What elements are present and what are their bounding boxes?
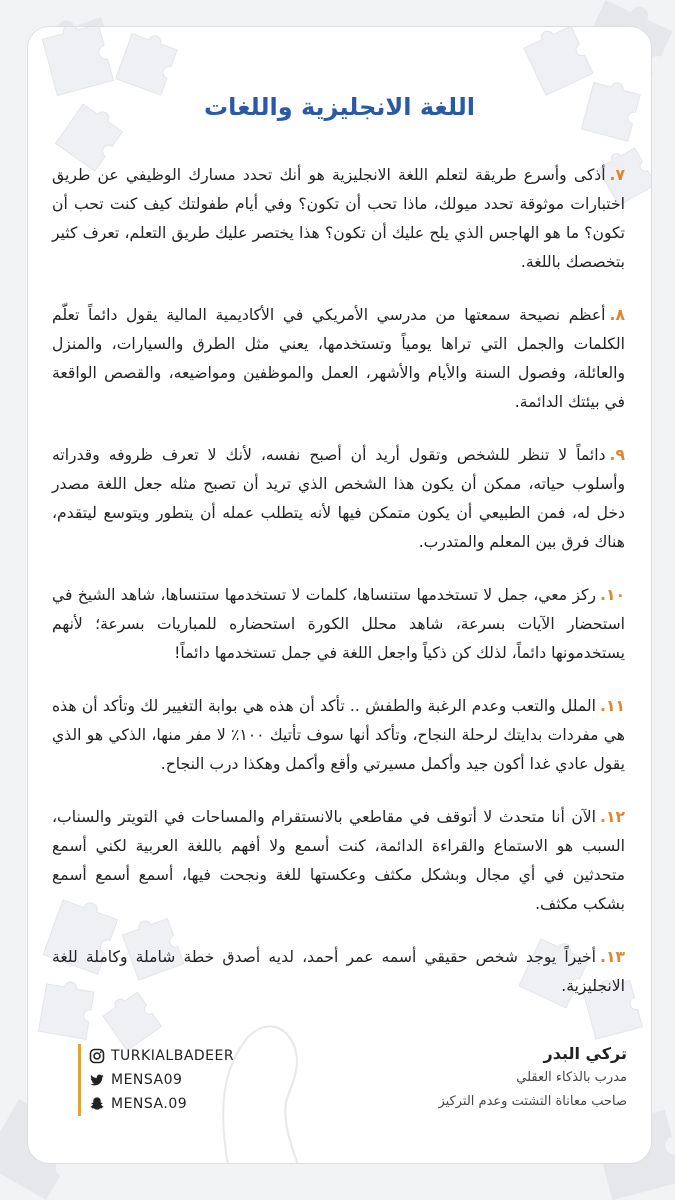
list-item (52, 441, 625, 557)
list-item (52, 803, 625, 919)
page-title: اللغة الانجليزية واللغات (204, 93, 475, 121)
content-card (27, 26, 652, 1164)
instagram-icon (89, 1048, 105, 1064)
social-link-instagram[interactable] (89, 1044, 234, 1068)
item-text: الملل والتعب وعدم الرغبة والطفش .. تأكد أن هذه هي بوابة التغيير لك وتأكد أن هذه هي مفردات بدايتك لرحلة النجاح، وتأكد أنها سوف تأتيك ١٠٠٪ لا مفر منها، الذكي هو الذي يقول عادي غدا أكون جيد وأكمل مسيرتي وأقع وأكمل وهكذا درب النجاح. (52, 697, 626, 773)
item-number: ٩. (609, 446, 625, 464)
list-item (52, 581, 625, 668)
item-number: ٧. (609, 166, 625, 184)
twitter-handle: MENSA09 (111, 1072, 183, 1088)
item-number: ١٠. (600, 586, 625, 604)
author-block (347, 1042, 627, 1114)
article-body (52, 161, 625, 1025)
list-item (52, 692, 625, 779)
author-name: تركي البدر (543, 1044, 627, 1063)
item-text: أخيراً يوجد شخص حقيقي أسمه عمر أحمد، لديه أصدق خطة شاملة وكاملة للغة الانجليزية. (52, 948, 625, 995)
snapchat-handle: MENSA.09 (111, 1096, 188, 1112)
item-text: ركز معي، جمل لا تستخدمها ستنساها، كلمات لا تستخدمها ستنساها، شاهد الشيخ في استحضار الآيات بسرعة، شاهد محلل الكورة استحضاره للمباريات بسرعة؛ لأنهم يستخدمونها دائماً، لذلك كن ذكياً واجعل اللغة في جمل تستخدمها دائماً! (52, 586, 625, 662)
footer (28, 1042, 651, 1152)
social-links (78, 1044, 234, 1116)
item-number: ١١. (600, 697, 625, 715)
item-text: دائماً لا تنظر للشخص وتقول أريد أن أصبح نفسه، لأنك لا تعرف ظروفه وقدراته وأسلوب حياته، ممكن أن يكون هذا الشخص الذي تريد أن تصبح مثله جعل اللغة مصدر دخل له، فمن الطبيعي أن يكون متمكن فيها لأنه يتطلب عمله أن يتطور ويتوسع ليتقدم، هناك فرق بين المعلم والمتدرب. (52, 446, 625, 551)
twitter-icon (89, 1072, 105, 1088)
item-text: أذكى وأسرع طريقة لتعلم اللغة الانجليزية هو أنك تحدد مسارك الوظيفي عن طريق اختبارات موثوقة تحدد ميولك، ماذا تحب أن تكون؟ وفي أيام طفولتك كيف كنت تحب أن تكون؟ ما هو الهاجس الذي يلح عليك أن تكون؟ هذا يختصر عليك طريق التعلم، تعرف كثير بتخصصك باللغة. (52, 166, 625, 271)
list-item (52, 943, 625, 1001)
instagram-handle: TURKIALBADEER (111, 1048, 235, 1064)
item-text: الآن أنا متحدث لا أتوقف في مقاطعي بالانستقرام والمساحات في التويتر والسناب، السبب هو الاستماع والقراءة الدائمة، كنت أسمع ولا أفهم باللغة العربية لكني أسمع متحدثين في أي مجال وبشكل مكثف وعكستها للغة ونجحت فيها، أسمع أسمع أسمع بشكب مكثف. (52, 808, 625, 913)
item-number: ١٢. (600, 808, 625, 826)
snapchat-icon (89, 1096, 105, 1112)
social-link-twitter[interactable] (89, 1068, 234, 1092)
item-number: ١٣. (600, 948, 625, 966)
item-text: أعظم نصيحة سمعتها من مدرسي الأمريكي في الأكاديمية المالية يقول دائماً تعلّم الكلمات والجمل التي تراها يومياً وتستخدمها، يعني مثل الطرق والسيارات، والمنزل والعائلة، وفصول السنة والأيام والأشهر، العمل والموظفين ومواضيعه، والقصص الواقعة في بيئتك الدائمة. (52, 306, 625, 411)
list-item (52, 301, 625, 417)
social-link-snapchat[interactable] (89, 1092, 234, 1116)
author-title: مدرب بالذكاء العقلي (516, 1070, 627, 1085)
list-item (52, 161, 625, 277)
item-number: ٨. (609, 306, 625, 324)
author-subtitle: صاحب معاناة التشتت وعدم التركيز (438, 1094, 627, 1109)
